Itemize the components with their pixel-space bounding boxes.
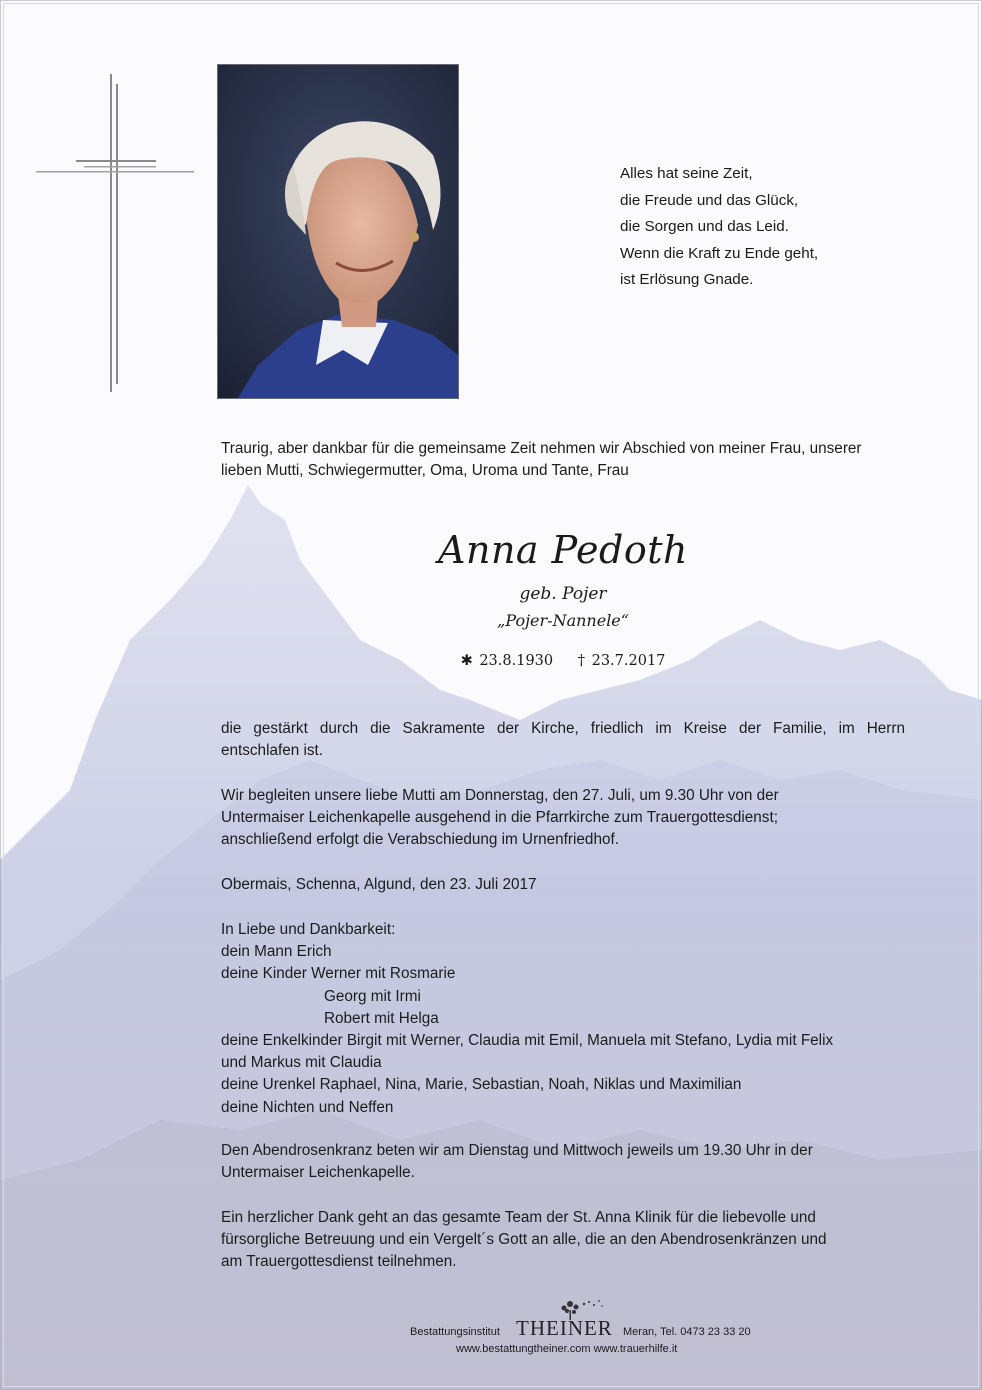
poem-line: ist Erlösung Gnade. xyxy=(620,271,754,289)
footer-contact: Meran, Tel. 0473 23 33 20 xyxy=(623,1326,751,1338)
mourner-line: Georg mit Irmi xyxy=(324,987,421,1005)
footer-websites: www.bestattungtheiner.com www.trauerhilfe.it xyxy=(456,1343,678,1355)
text-line: Ein herzlicher Dank geht an das gesamte Team der St. Anna Klinik für die liebevolle und xyxy=(221,1209,816,1226)
deceased-name: Anna Pedoth xyxy=(438,528,688,572)
intro-line: lieben Mutti, Schwiegermutter, Oma, Uroma und Tante, Frau xyxy=(221,462,629,480)
text-line: fürsorgliche Betreuung und ein Vergelt´s Gott an alle, die an den Abendrosenkränzen und xyxy=(221,1231,827,1249)
death-date: † 23.7.2017 xyxy=(577,653,666,669)
mourner-line: Robert mit Helga xyxy=(324,1009,439,1027)
text-line: Untermaiser Leichenkapelle. xyxy=(221,1164,415,1182)
poem xyxy=(620,161,940,294)
nickname: „Pojer-Nannele“ xyxy=(497,611,629,630)
text-line: entschlafen ist. xyxy=(221,742,324,760)
mourners-list xyxy=(221,919,905,1119)
mourner-line: deine Nichten und Neffen xyxy=(221,1098,394,1116)
intro-text xyxy=(221,438,905,482)
life-dates xyxy=(221,653,905,669)
poem-line: die Freude und das Glück, xyxy=(620,191,799,209)
intro-line: Traurig, aber dankbar für die gemeinsame Zeit nehmen wir Abschied von meiner Frau, unserer xyxy=(221,440,862,457)
mourner-line: deine Enkelkinder Birgit mit Werner, Claudia mit Emil, Manuela mit Stefano, Lydia mit Felix xyxy=(221,1032,834,1050)
place-date: Obermais, Schenna, Algund, den 23. Juli 2017 xyxy=(221,876,537,893)
paragraph-funeral xyxy=(221,785,905,852)
text-line: Den Abendrosenkranz beten wir am Dienstag und Mittwoch jeweils um 19.30 Uhr in der xyxy=(221,1142,813,1159)
paragraph-rosary xyxy=(221,1140,905,1184)
paragraph-sacraments xyxy=(221,718,905,762)
poem-line: Alles hat seine Zeit, xyxy=(620,165,753,182)
poem-line: Wenn die Kraft zu Ende geht, xyxy=(620,244,819,262)
text-line: anschließend erfolgt die Verabschiedung im Urnenfriedhof. xyxy=(221,831,619,849)
mourner-line: deine Kinder Werner mit Rosmarie xyxy=(221,965,456,983)
mourner-line: deine Urenkel Raphael, Nina, Marie, Sebastian, Noah, Niklas und Maximilian xyxy=(221,1076,742,1094)
text-line: Untermaiser Leichenkapelle ausgehend in die Pfarrkirche zum Trauergottesdienst; xyxy=(221,809,778,827)
paragraph-thanks xyxy=(221,1207,905,1274)
mourner-line: dein Mann Erich xyxy=(221,943,332,961)
text-line: am Trauergottesdienst teilnehmen. xyxy=(221,1253,457,1271)
footer-prefix: Bestattungsinstitut xyxy=(410,1326,500,1338)
mourner-line: und Markus mit Claudia xyxy=(221,1054,382,1072)
text-line: Wir begleiten unsere liebe Mutti am Donnerstag, den 27. Juli, um 9.30 Uhr von der xyxy=(221,787,779,804)
cross-icon xyxy=(36,74,194,392)
birth-date: ✱ 23.8.1930 xyxy=(460,653,554,669)
mourners-heading: In Liebe und Dankbarkeit: xyxy=(221,921,396,938)
footer-brand: THEINER xyxy=(516,1316,613,1340)
text-line: die gestärkt durch die Sakramente der Kirche, friedlich im Kreise der Familie, im Herrn xyxy=(221,720,905,737)
poem-line: die Sorgen und das Leid. xyxy=(620,218,789,236)
portrait-photo xyxy=(217,64,459,399)
maiden-name: geb. Pojer xyxy=(519,584,607,604)
